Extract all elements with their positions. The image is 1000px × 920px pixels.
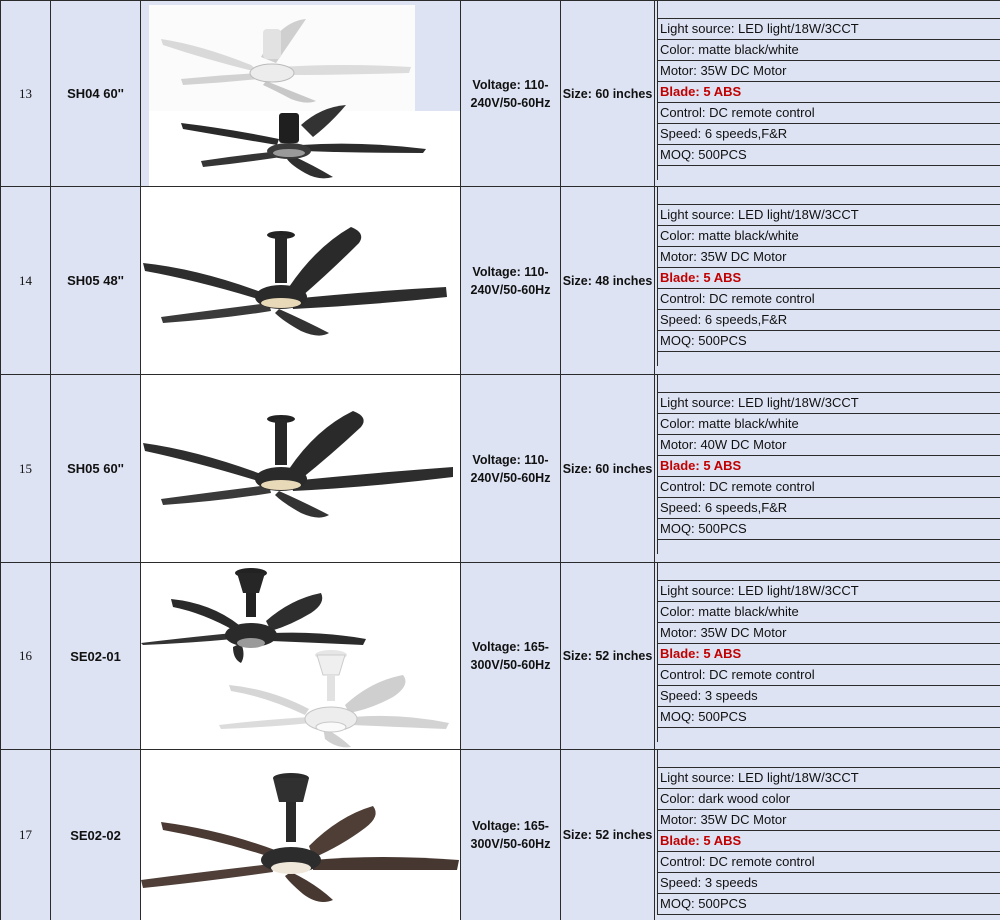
spec-list xyxy=(655,750,1000,920)
spec-blade: Blade: 5 ABS xyxy=(657,644,1000,665)
spec-list xyxy=(655,187,1000,374)
spec-color: Color: matte black/white xyxy=(657,414,1000,435)
spec-color: Color: matte black/white xyxy=(657,226,1000,247)
spec-speed: Speed: 6 speeds,F&R xyxy=(657,498,1000,519)
table-row xyxy=(0,374,1000,562)
product-image xyxy=(141,1,461,186)
table-row xyxy=(0,0,1000,186)
spec-list xyxy=(655,375,1000,562)
model-name: SH05 48'' xyxy=(51,187,141,374)
size: Size: 60 inches xyxy=(561,1,655,186)
spec-line-empty xyxy=(657,375,1000,393)
table-row xyxy=(0,749,1000,920)
model-name: SE02-02 xyxy=(51,750,141,920)
spec-line-empty xyxy=(657,1,1000,19)
product-image xyxy=(141,375,461,562)
spec-light-source: Light source: LED light/18W/3CCT xyxy=(657,581,1000,602)
spec-color: Color: matte black/white xyxy=(657,40,1000,61)
spec-motor: Motor: 35W DC Motor xyxy=(657,247,1000,268)
size: Size: 52 inches xyxy=(561,750,655,920)
ceiling-fan-black-icon xyxy=(143,411,453,518)
spec-moq: MOQ: 500PCS xyxy=(657,331,1000,352)
model-name: SE02-01 xyxy=(51,563,141,749)
spec-line-empty xyxy=(657,352,1000,366)
ceiling-fan-black-icon xyxy=(143,227,447,336)
spec-control: Control: DC remote control xyxy=(657,852,1000,873)
spec-blade: Blade: 5 ABS xyxy=(657,268,1000,289)
spec-light-source: Light source: LED light/18W/3CCT xyxy=(657,393,1000,414)
spec-blade: Blade: 5 ABS xyxy=(657,831,1000,852)
spec-speed: Speed: 6 speeds,F&R xyxy=(657,310,1000,331)
ceiling-fan-black-icon xyxy=(181,105,426,178)
product-image xyxy=(141,563,461,749)
spec-blade: Blade: 5 ABS xyxy=(657,456,1000,477)
spec-line-empty xyxy=(657,728,1000,742)
spec-line-empty xyxy=(657,187,1000,205)
spec-list xyxy=(655,563,1000,749)
spec-motor: Motor: 40W DC Motor xyxy=(657,435,1000,456)
model-name: SH05 60'' xyxy=(51,375,141,562)
spec-line-empty xyxy=(657,166,1000,180)
product-image xyxy=(141,750,461,920)
spec-light-source: Light source: LED light/18W/3CCT xyxy=(657,19,1000,40)
spec-moq: MOQ: 500PCS xyxy=(657,894,1000,915)
spec-line-empty xyxy=(657,563,1000,581)
spec-moq: MOQ: 500PCS xyxy=(657,519,1000,540)
ceiling-fan-dark-wood-icon xyxy=(141,773,459,902)
size: Size: 60 inches xyxy=(561,375,655,562)
row-number: 14 xyxy=(0,187,51,374)
table-row xyxy=(0,186,1000,374)
model-name: SH04 60'' xyxy=(51,1,141,186)
voltage: Voltage: 110-240V/50-60Hz xyxy=(461,187,561,374)
voltage: Voltage: 110-240V/50-60Hz xyxy=(461,1,561,186)
spec-list xyxy=(655,1,1000,186)
product-image xyxy=(141,187,461,374)
spec-speed: Speed: 3 speeds xyxy=(657,686,1000,707)
spec-control: Control: DC remote control xyxy=(657,665,1000,686)
row-number: 13 xyxy=(0,1,51,186)
voltage: Voltage: 165-300V/50-60Hz xyxy=(461,750,561,920)
spec-light-source: Light source: LED light/18W/3CCT xyxy=(657,768,1000,789)
row-number: 15 xyxy=(0,375,51,562)
spec-light-source: Light source: LED light/18W/3CCT xyxy=(657,205,1000,226)
row-number: 17 xyxy=(0,750,51,920)
spec-color: Color: matte black/white xyxy=(657,602,1000,623)
spec-moq: MOQ: 500PCS xyxy=(657,707,1000,728)
spec-motor: Motor: 35W DC Motor xyxy=(657,810,1000,831)
spec-line-empty xyxy=(657,540,1000,554)
spec-moq: MOQ: 500PCS xyxy=(657,145,1000,166)
size: Size: 52 inches xyxy=(561,563,655,749)
ceiling-fan-white-icon xyxy=(219,650,449,747)
ceiling-fan-white-icon xyxy=(161,19,411,103)
spec-color: Color: dark wood color xyxy=(657,789,1000,810)
spec-blade: Blade: 5 ABS xyxy=(657,82,1000,103)
spec-control: Control: DC remote control xyxy=(657,477,1000,498)
ceiling-fan-black-icon xyxy=(141,568,366,663)
spec-speed: Speed: 3 speeds xyxy=(657,873,1000,894)
spec-motor: Motor: 35W DC Motor xyxy=(657,61,1000,82)
voltage: Voltage: 110-240V/50-60Hz xyxy=(461,375,561,562)
spec-line-empty xyxy=(657,750,1000,768)
table-row xyxy=(0,562,1000,749)
spec-motor: Motor: 35W DC Motor xyxy=(657,623,1000,644)
spec-control: Control: DC remote control xyxy=(657,289,1000,310)
row-number: 16 xyxy=(0,563,51,749)
spec-speed: Speed: 6 speeds,F&R xyxy=(657,124,1000,145)
size: Size: 48 inches xyxy=(561,187,655,374)
spec-control: Control: DC remote control xyxy=(657,103,1000,124)
voltage: Voltage: 165-300V/50-60Hz xyxy=(461,563,561,749)
